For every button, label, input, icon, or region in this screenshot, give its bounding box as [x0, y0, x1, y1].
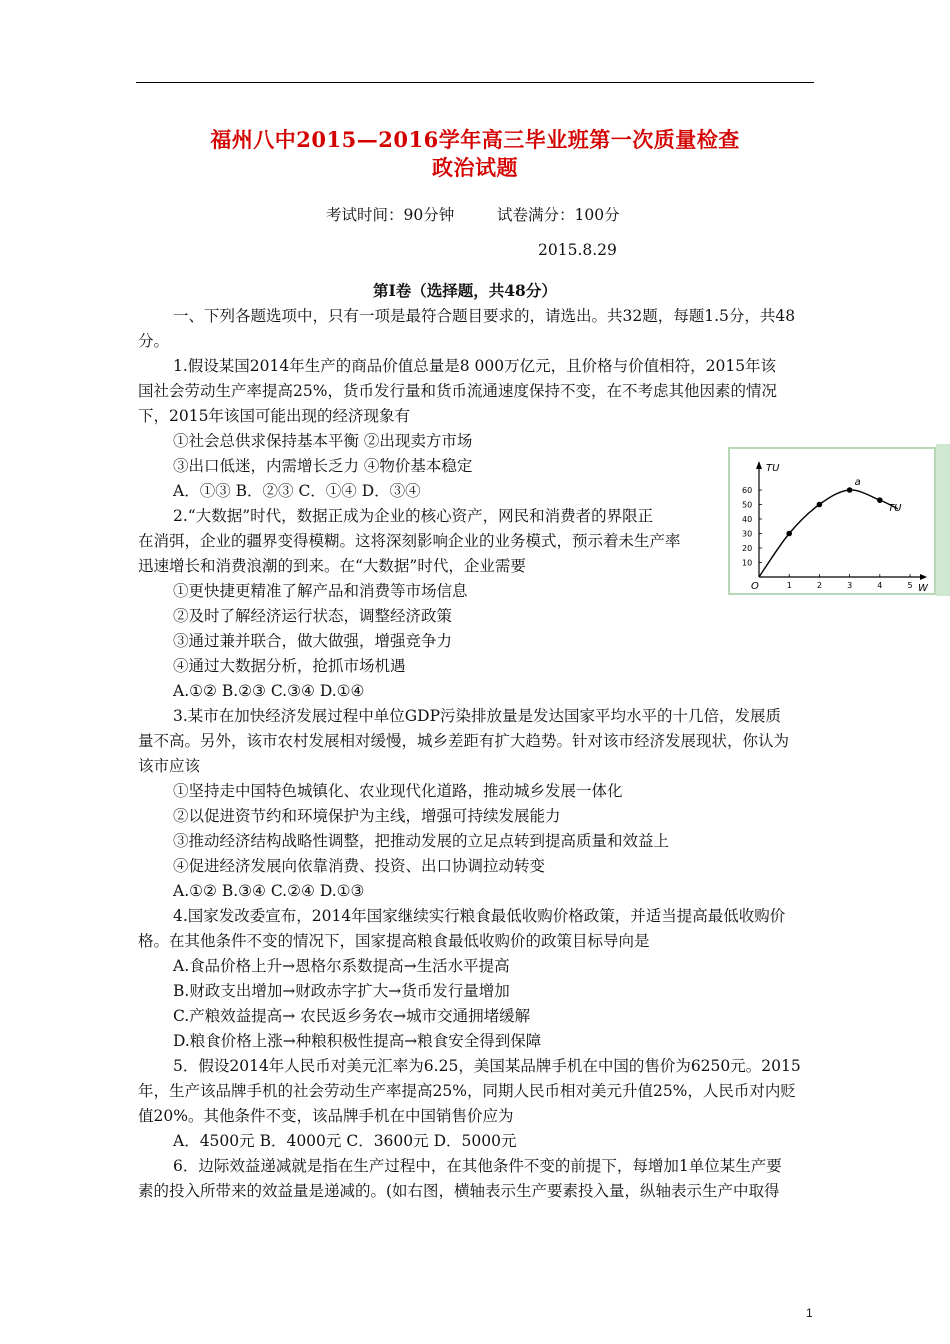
tu-chart-figure — [728, 447, 936, 595]
y-tick-label: 20 — [742, 544, 753, 553]
curve-label: TU — [888, 503, 902, 514]
question-option: C.产粮效益提高→ 农民返乡务农→城市交通拥堵缓解 — [173, 1007, 531, 1025]
tu-series-line — [759, 490, 898, 577]
chart-axes — [756, 461, 927, 580]
question-option: ③通过兼并联合，做大做强，增强竞争力 — [173, 632, 453, 650]
y-axis-arrow — [756, 461, 762, 469]
x-axis-arrow — [920, 574, 927, 580]
tu-chart — [730, 449, 934, 593]
question-text: 值20%。其他条件不变，该品牌手机在中国销售价应为 — [138, 1107, 514, 1125]
section-heading: 第Ⅰ卷（选择题，共48分） — [373, 281, 557, 300]
question-text: 该市应该 — [138, 757, 201, 775]
header-rule — [136, 82, 814, 83]
x-axis-label: W — [918, 583, 928, 593]
y-axis-label: TU — [766, 463, 780, 474]
answer-choices: A．4500元 B．4000元 C．3600元 D．5000元 — [173, 1132, 517, 1150]
x-tick-label: 1 — [786, 581, 792, 590]
answer-choices: A．①③ B．②③ C．①④ D．③④ — [173, 482, 421, 500]
question-text: 6．边际效益递减就是指在生产过程中，在其他条件不变的前提下，每增加1单位某生产要 — [173, 1157, 782, 1175]
x-tick-label: 5 — [907, 581, 913, 590]
question-text: 量不高。另外，该市农村发展相对缓慢，城乡差距有扩大趋势。针对该市经济发展现状，你认为 — [138, 732, 790, 750]
question-text: 3.某市在加快经济发展过程中单位GDP污染排放量是发达国家平均水平的十几倍，发展质 — [173, 707, 782, 725]
data-point — [786, 531, 792, 537]
answer-choices: A.①② B.③④ C.②④ D.①③ — [173, 882, 365, 900]
point-a-label: a — [854, 477, 861, 488]
y-tick-label: 40 — [742, 515, 753, 524]
question-option: B.财政支出增加→财政赤字扩大→货币发行量增加 — [173, 982, 510, 1000]
x-tick-label: 4 — [877, 581, 883, 590]
data-point — [877, 497, 883, 503]
question-text: 在消弭，企业的疆界变得模糊。这将深刻影响企业的业务模式，预示着未生产率 — [138, 532, 681, 550]
chart-ticks — [742, 486, 913, 590]
exam-title: 福州八中2015—2016学年高三毕业班第一次质量检查 — [210, 127, 740, 152]
question-option: D.粮食价格上涨→种粮积极性提高→粮食安全得到保障 — [173, 1032, 542, 1050]
question-text: 迅速增长和消费浪潮的到来。在“大数据”时代，企业需要 — [138, 557, 526, 575]
question-text: 年，生产该品牌手机的社会劳动生产率提高25%，同期人民币相对美元升值25%，人民币对内贬 — [138, 1082, 796, 1100]
question-text: 格。在其他条件不变的情况下，国家提高粮食最低收购价的政策目标导向是 — [138, 932, 650, 950]
question-option: ①更快捷更精准了解产品和消费等市场信息 — [173, 582, 468, 600]
question-option: ②以促进资节约和环境保护为主线，增强可持续发展能力 — [173, 807, 561, 825]
instruction-line: 分。 — [138, 332, 170, 350]
side-tab — [936, 444, 950, 596]
question-text: 国社会劳动生产率提高25%，货币发行量和货币流通速度保持不变，在不考虑其他因素的情况 — [138, 382, 777, 400]
x-tick-label: 2 — [816, 581, 822, 590]
question-option: ①社会总供求保持基本平衡 ②出现卖方市场 — [173, 432, 473, 450]
y-tick-label: 50 — [742, 500, 753, 510]
question-text: 下，2015年该国可能出现的经济现象有 — [138, 407, 410, 425]
answer-choices: A.①② B.②③ C.③④ D.①④ — [173, 682, 365, 700]
exam-date: 2015.8.29 — [538, 241, 617, 259]
y-tick-label: 60 — [742, 486, 753, 495]
page-number: 1 — [806, 1306, 813, 1320]
y-tick-label: 30 — [742, 529, 753, 539]
question-text: 素的投入所带来的效益量是递减的。(如右图，横轴表示生产要素投入量，纵轴表示生产中取得 — [138, 1182, 780, 1200]
full-score: 试卷满分：100分 — [497, 206, 620, 224]
question-text: 5．假设2014年人民币对美元汇率为6.25，美国某品牌手机在中国的售价为6250元。2015 — [173, 1057, 801, 1075]
y-tick-label: 10 — [742, 558, 753, 568]
question-option: ③推动经济结构战略性调整，把推动发展的立足点转到提高质量和效益上 — [173, 832, 670, 850]
x-tick-label: 3 — [847, 581, 853, 590]
instruction-line: 一、下列各题选项中，只有一项是最符合题目要求的，请选出。共32题，每题1.5分，共48 — [173, 307, 796, 325]
question-text: 2.“大数据”时代，数据正成为企业的核心资产，网民和消费者的界限正 — [173, 507, 654, 525]
data-point — [817, 502, 823, 508]
exam-subject-title: 政治试题 — [432, 155, 518, 180]
question-option: ①坚持走中国特色城镇化、农业现代化道路，推动城乡发展一体化 — [173, 782, 623, 800]
question-option: ③出口低迷，内需增长乏力 ④物价基本稳定 — [173, 457, 473, 475]
question-text: 4.国家发改委宣布，2014年国家继续实行粮食最低收购价格政策，并适当提高最低收购价 — [173, 907, 786, 925]
question-text: 1.假设某国2014年生产的商品价值总量是8 000万亿元，且价格与价值相符，2015年该 — [173, 357, 777, 375]
origin-label: O — [751, 581, 759, 592]
question-option: A.食品价格上升→恩格尔系数提高→生活水平提高 — [173, 957, 510, 975]
question-option: ④促进经济发展向依靠消费、投资、出口协调拉动转变 — [173, 857, 546, 875]
question-option: ②及时了解经济运行状态，调整经济政策 — [173, 607, 453, 625]
question-option: ④通过大数据分析，抢抓市场机遇 — [173, 657, 406, 675]
data-point — [847, 487, 853, 493]
exam-time: 考试时间：90分钟 — [326, 206, 455, 224]
